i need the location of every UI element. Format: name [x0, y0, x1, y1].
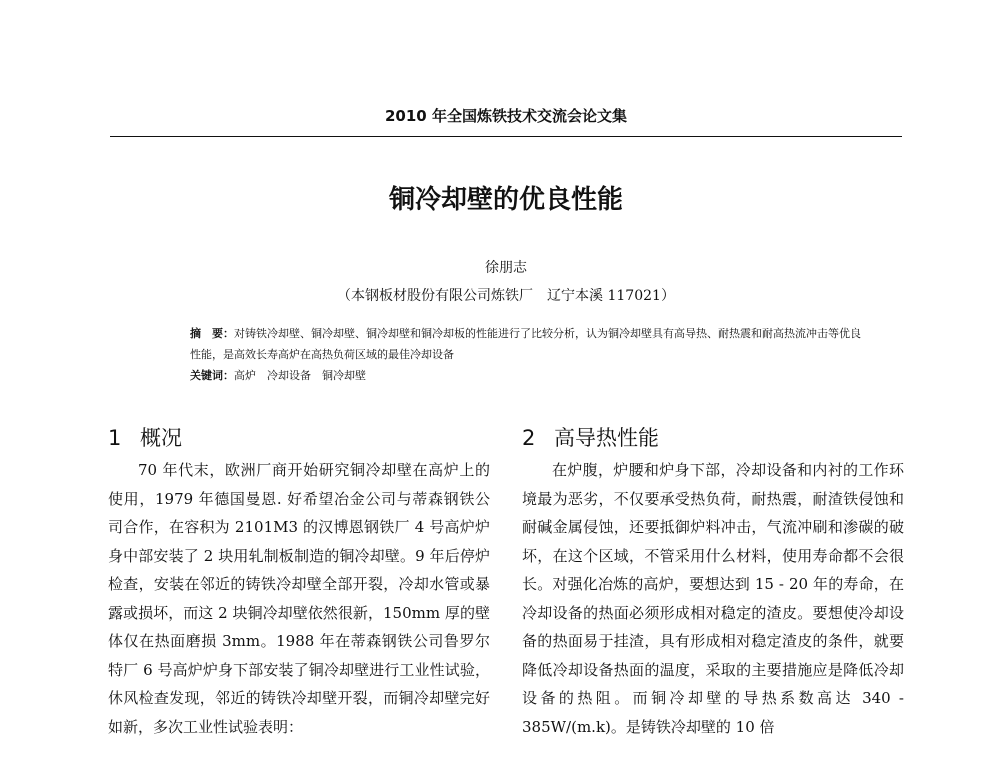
paper-author: 徐朋志 [485, 260, 527, 276]
section-thermal-conductivity [522, 420, 904, 741]
section-body: 70 年代末，欧洲厂商开始研究铜冷却壁在高炉上的使用，1979 年德国曼恩. 好希望冶金公司与蒂森钢铁公司合作，在容积为 2101M3 的汉博恩钢铁厂 4 号高炉炉身中部安装了 2 块用轧制板制造的铜冷却壁。9 年后停炉检查，安装在邻近的铸铁冷却壁全部开裂，冷却水管或暴露或损坏，而这 2 块铜冷却壁依然很新，150mm 厚的壁体仅在热面磨损 3mm。1988 年在蒂森钢铁公司鲁罗尔特厂 6 号高炉炉身下部安装了铜冷却壁进行工业性试验，休风检查发现，邻近的铸铁冷却壁开裂，而铜冷却壁完好如新，多次工业性试验表明： [108, 461, 490, 736]
section-body: 在炉腹，炉腰和炉身下部，冷却设备和内衬的工作环境最为恶劣，不仅要承受热负荷，耐热震，耐渣铁侵蚀和耐碱金属侵蚀，还要抵御炉料冲击，气流冲刷和渗碳的破坏，在这个区域，不管采用什么材料，使用寿命都不会很长。对强化冶炼的高炉，要想达到 15 - 20 年的寿命，在冷却设备的热面必须形成相对稳定的渣皮。要想使冷却设备的热面易于挂渣，具有形成相对稳定渣皮的条件，就要降低冷却设备热面的温度，采取的主要措施应是降低冷却设备的热阻。而铜冷却壁的导热系数高达 340 - 385W/(m.k)。是铸铁冷却壁的 10 倍 [522, 461, 904, 736]
section-overview [108, 420, 490, 741]
running-header: 2010 年全国炼铁技术交流会论文集 [385, 107, 627, 125]
section-number: 2 [522, 426, 536, 450]
abstract-paragraph [190, 323, 870, 365]
section-title: 概况 [140, 426, 182, 450]
keywords-label: 关键词： [190, 369, 234, 382]
section-number: 1 [108, 426, 122, 450]
abstract-text: 对铸铁冷却壁、铜冷却壁、铜冷却壁和铜冷却板的性能进行了比较分析，认为铜冷却壁具有高导热、耐热震和耐高热流冲击等优良性能，是高效长寿高炉在高热负荷区域的最佳冷却设备 [190, 327, 861, 361]
keywords-text: 高炉 冷却设备 铜冷却壁 [234, 369, 366, 382]
abstract-label: 摘 要： [190, 327, 234, 340]
keywords-line [190, 365, 870, 386]
paper-affiliation: （本钢板材股份有限公司炼铁厂 辽宁本溪 117021） [337, 288, 675, 304]
paper-title: 铜冷却壁的优良性能 [388, 185, 623, 215]
section-heading [108, 420, 490, 456]
section-title: 高导热性能 [554, 426, 659, 450]
header-rule [110, 136, 902, 137]
abstract-block [190, 323, 870, 386]
section-heading [522, 420, 904, 456]
